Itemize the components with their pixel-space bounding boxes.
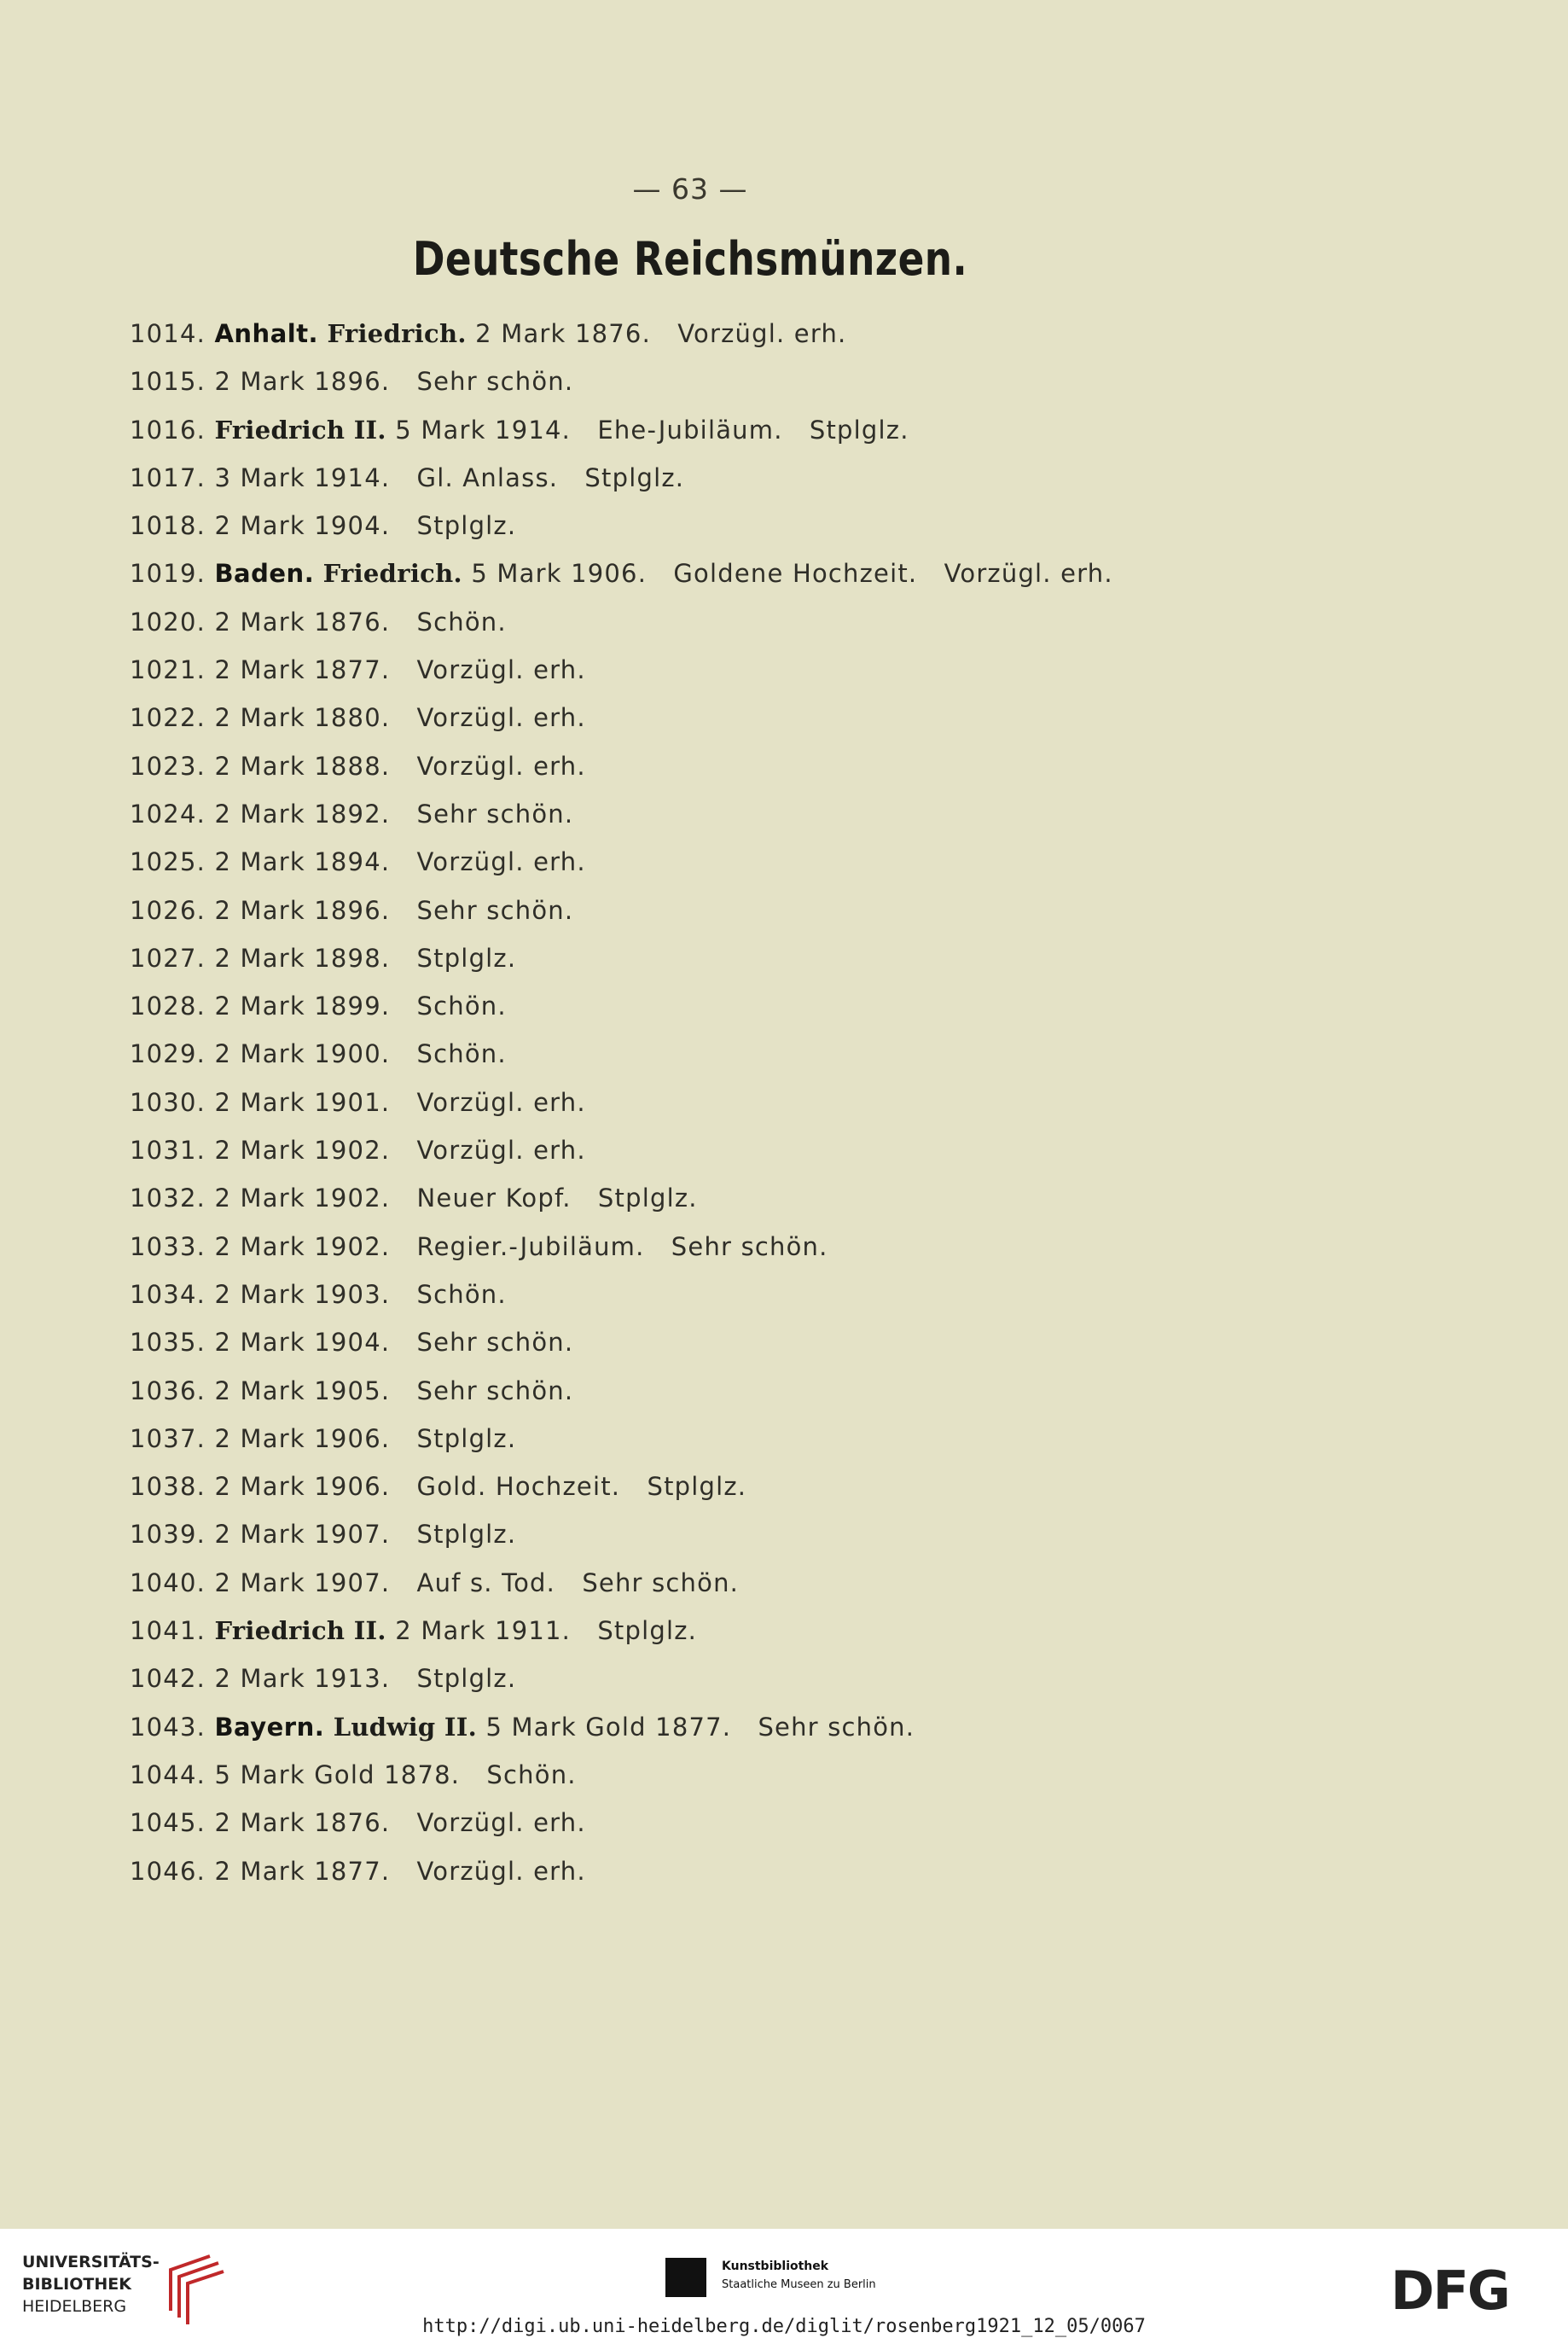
entry-number: 1043. [130,1712,206,1742]
entry-number: 1041. [130,1616,206,1646]
entry-region: Baden. [214,559,315,589]
entry-number: 1023. [130,751,206,781]
entry-number: 1032. [130,1184,206,1213]
list-item [130,1703,1409,1751]
entry-number: 1014. [130,319,206,348]
entry-description: 2 Mark 1896. Sehr schön. [214,367,574,397]
entry-number: 1027. [130,943,206,973]
entry-description: 2 Mark 1907. Stplglz. [214,1520,517,1550]
entry-number: 1030. [130,1087,206,1117]
kunstbibliothek-mark-icon [665,2258,706,2297]
list-item [130,982,1409,1030]
entry-description: 2 Mark 1911. Stplglz. [395,1616,698,1646]
source-url-link[interactable]: http://digi.ub.uni-heidelberg.de/diglit/rosenberg1921_12_05/0067 [422,2316,1146,2337]
list-item [130,694,1409,742]
list-item [130,1463,1409,1510]
list-item [130,1559,1409,1607]
entry-description: 2 Mark 1913. Stplglz. [214,1664,517,1694]
entry-number: 1016. [130,415,206,445]
list-item [130,598,1409,646]
entry-description: 5 Mark 1914. Ehe-Jubiläum. Stplglz. [395,415,909,445]
ub-logo-line3: HEIDELBERG [22,2297,127,2316]
entry-description: 2 Mark 1900. Schön. [214,1039,507,1069]
entry-description: 2 Mark 1906. Stplglz. [214,1423,517,1453]
entry-description: 2 Mark 1907. Auf s. Tod. Sehr schön. [214,1568,740,1597]
entry-description: 2 Mark 1898. Stplglz. [214,943,517,973]
list-item [130,1174,1409,1222]
entry-ruler: Ludwig II. [333,1712,478,1742]
entry-region: Bayern. [214,1712,325,1742]
list-item [130,934,1409,982]
list-item [130,1799,1409,1847]
entry-description: 2 Mark 1902. Neuer Kopf. Stplglz. [214,1184,698,1213]
list-item [130,310,1409,358]
list-item [130,1607,1409,1655]
entry-region: Anhalt. [214,319,319,348]
entry-number: 1022. [130,703,206,733]
entry-number: 1045. [130,1808,206,1838]
coin-list [130,310,1409,1895]
list-item [130,1367,1409,1415]
kunstbibliothek-logo[interactable] [665,2246,955,2297]
entry-number: 1017. [130,462,206,492]
list-item [130,646,1409,694]
list-item [130,742,1409,790]
list-item [130,838,1409,886]
entry-description: 2 Mark 1904. Stplglz. [214,511,517,541]
list-item [130,1271,1409,1318]
entry-description: 2 Mark 1903. Schön. [214,1279,507,1309]
entry-number: 1028. [130,992,206,1021]
list-item [130,406,1409,454]
ub-logo-line1: UNIVERSITÄTS- [22,2253,160,2271]
list-item [130,1415,1409,1463]
list-item [130,1751,1409,1799]
entry-number: 1020. [130,607,206,637]
entry-description: 2 Mark 1902. Regier.-Jubiläum. Sehr schön. [214,1231,828,1261]
page-title: Deutsche Reichsmünzen. [412,232,968,286]
entry-description: 5 Mark Gold 1877. Sehr schön. [485,1712,915,1742]
list-item [130,790,1409,838]
entry-number: 1025. [130,847,206,877]
ub-logo-line2: BIBLIOTHEK [22,2275,131,2294]
entry-number: 1040. [130,1568,206,1597]
footer [0,2229,1568,2344]
entry-number: 1044. [130,1759,206,1789]
entry-number: 1026. [130,895,206,925]
entry-number: 1037. [130,1423,206,1453]
list-item [130,1847,1409,1895]
entry-number: 1046. [130,1856,206,1886]
entry-number: 1039. [130,1520,206,1550]
kb-logo-line1: Kunstbibliothek [722,2260,829,2273]
list-item [130,1510,1409,1558]
list-item [130,1223,1409,1271]
entry-number: 1015. [130,367,206,397]
entry-ruler: Friedrich. [322,559,462,589]
entry-number: 1021. [130,655,206,685]
entry-number: 1029. [130,1039,206,1069]
entry-description: 2 Mark 1880. Vorzügl. erh. [214,703,586,733]
entry-description: 2 Mark 1892. Sehr schön. [214,799,574,829]
entry-number: 1033. [130,1231,206,1261]
entry-ruler: Friedrich II. [214,415,386,445]
list-item [130,1126,1409,1174]
entry-description: 2 Mark 1876. Vorzügl. erh. [475,319,847,348]
list-item [130,1655,1409,1702]
entry-number: 1034. [130,1279,206,1309]
entry-description: 5 Mark 1906. Goldene Hochzeit. Vorzügl. erh. [471,559,1113,589]
entry-ruler: Friedrich. [327,319,467,348]
kb-logo-line2: Staatliche Museen zu Berlin [722,2278,876,2291]
entry-number: 1019. [130,559,206,589]
entry-description: 2 Mark 1896. Sehr schön. [214,895,574,925]
entry-number: 1024. [130,799,206,829]
list-item [130,1318,1409,1366]
page-number: — 63 — [632,172,748,206]
entry-description: 2 Mark 1876. Schön. [214,607,507,637]
list-item [130,1030,1409,1078]
entry-description: 2 Mark 1877. Vorzügl. erh. [214,655,586,685]
entry-ruler: Friedrich II. [214,1616,386,1646]
dfg-logo[interactable]: DFG [1391,2260,1509,2322]
list-item [130,502,1409,550]
entry-description: 2 Mark 1901. Vorzügl. erh. [214,1087,586,1117]
list-item [130,887,1409,934]
entry-description: 2 Mark 1902. Vorzügl. erh. [214,1136,586,1166]
entry-description: 2 Mark 1894. Vorzügl. erh. [214,847,586,877]
entry-description: 2 Mark 1899. Schön. [214,992,507,1021]
list-item [130,454,1409,502]
entry-description: 2 Mark 1905. Sehr schön. [214,1376,574,1405]
entry-description: 3 Mark 1914. Gl. Anlass. Stplglz. [214,462,685,492]
entry-description: 2 Mark 1906. Gold. Hochzeit. Stplglz. [214,1472,747,1502]
entry-description: 5 Mark Gold 1878. Schön. [214,1759,577,1789]
entry-number: 1035. [130,1328,206,1358]
list-item [130,550,1409,597]
entry-description: 2 Mark 1876. Vorzügl. erh. [214,1808,586,1838]
entry-number: 1031. [130,1136,206,1166]
list-item [130,1079,1409,1126]
entry-number: 1018. [130,511,206,541]
entry-description: 2 Mark 1877. Vorzügl. erh. [214,1856,586,1886]
entry-number: 1038. [130,1472,206,1502]
list-item [130,358,1409,405]
entry-number: 1036. [130,1376,206,1405]
entry-number: 1042. [130,1664,206,1694]
entry-description: 2 Mark 1904. Sehr schön. [214,1328,574,1358]
entry-description: 2 Mark 1888. Vorzügl. erh. [214,751,586,781]
